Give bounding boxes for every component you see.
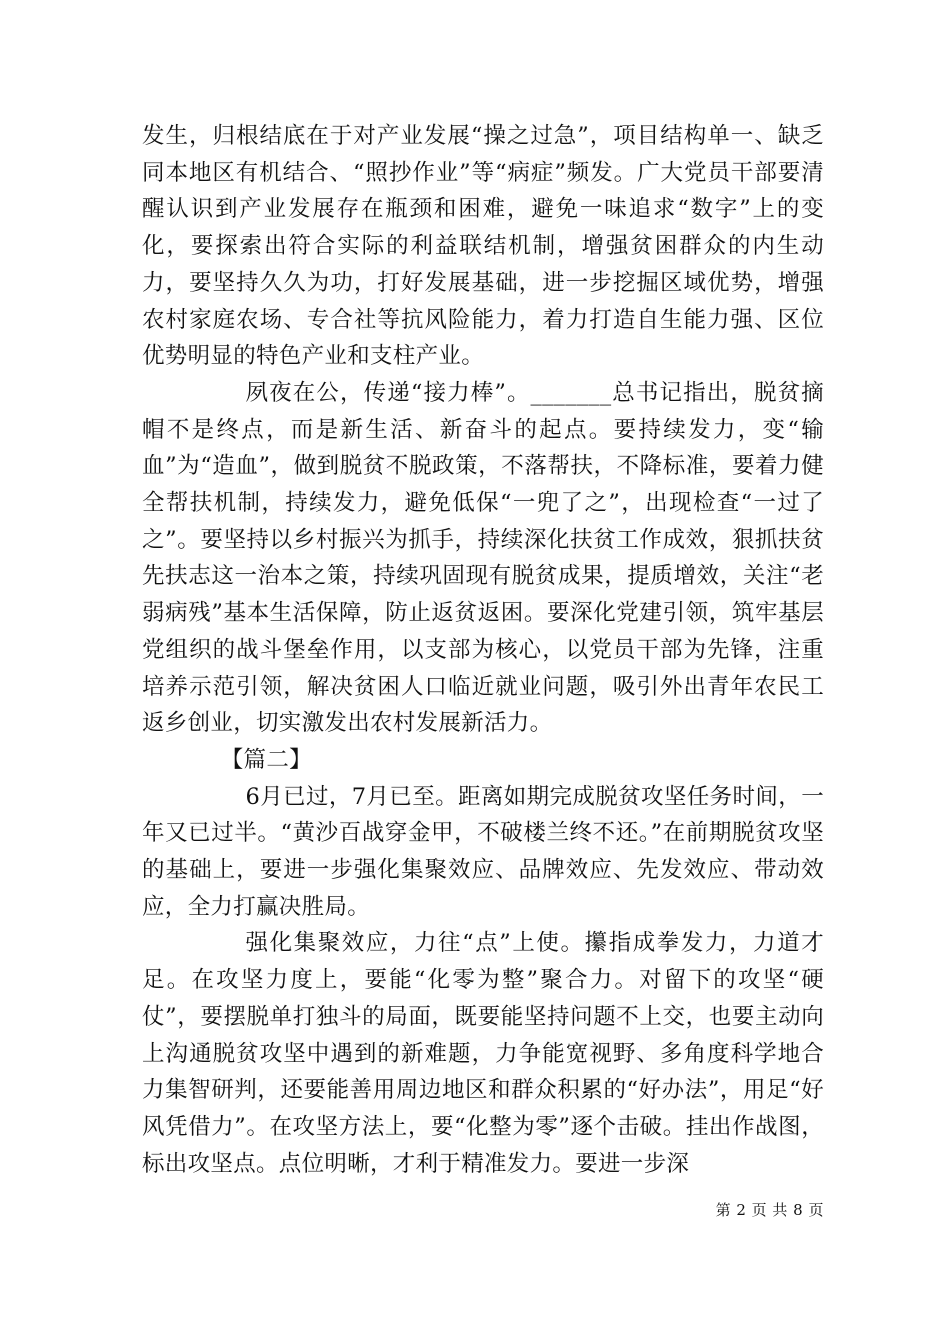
paragraph-relay-baton: 夙夜在公，传递“接力棒”。_______总书记指出，脱贫摘帽不是终点，而是新生活、新奋斗的起点。要持续发力，变“输血”为“造血”，做到脱贫不脱政策，不落帮扶，不降标准，要着力健全帮扶机制，持续发力，避免低保“一兜了之”，出现检查“一过了之”。要坚持以乡村振兴为抓手，持续深化扶贫工作成效，狠抓扶贫先扶志这一治本之策，持续巩固现有脱贫成果，提质增效，关注“老弱病残”基本生活保障，防止返贫返困。要深化党建引领，筑牢基层党组织的战斗堡垒作用，以支部为核心，以党员干部为先锋，注重培养示范引领，解决贫困人口临近就业问题，吸引外出青年农民工返乡创业，切实激发出农村发展新活力。 xyxy=(142,379,824,737)
document-body xyxy=(142,118,824,1182)
paragraph-continuation: 发生，归根结底在于对产业发展“操之过急”，项目结构单一、缺乏同本地区有机结合、“照抄作业”等“病症”频发。广大党员干部要清醒认识到产业发展存在瓶颈和困难，避免一味追求“数字”上的变化，要探索出符合实际的利益联结机制，增强贫困群众的内生动力，要坚持久久为功，打好发展基础，进一步挖掘区域优势，增强农村家庭农场、专合社等抗风险能力，着力打造自生能力强、区位优势明显的特色产业和支柱产业。 xyxy=(142,123,824,370)
page-number: 第 2 页 共 8 页 xyxy=(715,1201,824,1219)
paragraph-cluster-effect: 强化集聚效应，力往“点”上使。攥指成拳发力，力道才足。在攻坚力度上，要能“化零为整”聚合力。对留下的攻坚“硬仗”，要摆脱单打独斗的局面，既要能坚持问题不上交，也要主动向上沟通脱贫攻坚中遇到的新难题，力争能宽视野、多角度科学地合力集智研判，还要能善用周边地区和群众积累的“好办法”，用足“好风凭借力”。在攻坚方法上，要“化整为零”逐个击破。挂出作战图，标出攻坚点。点位明晰，才利于精准发力。要进一步深 xyxy=(142,930,824,1177)
section-heading: 【篇二】 xyxy=(220,746,312,773)
paragraph-july: 6月已过，7月已至。距离如期完成脱贫攻坚任务时间，一年又已过半。“黄沙百战穿金甲，不破楼兰终不还。”在前期脱贫攻坚的基础上，要进一步强化集聚效应、品牌效应、先发效应、带动效应，全力打赢决胜局。 xyxy=(142,783,824,920)
